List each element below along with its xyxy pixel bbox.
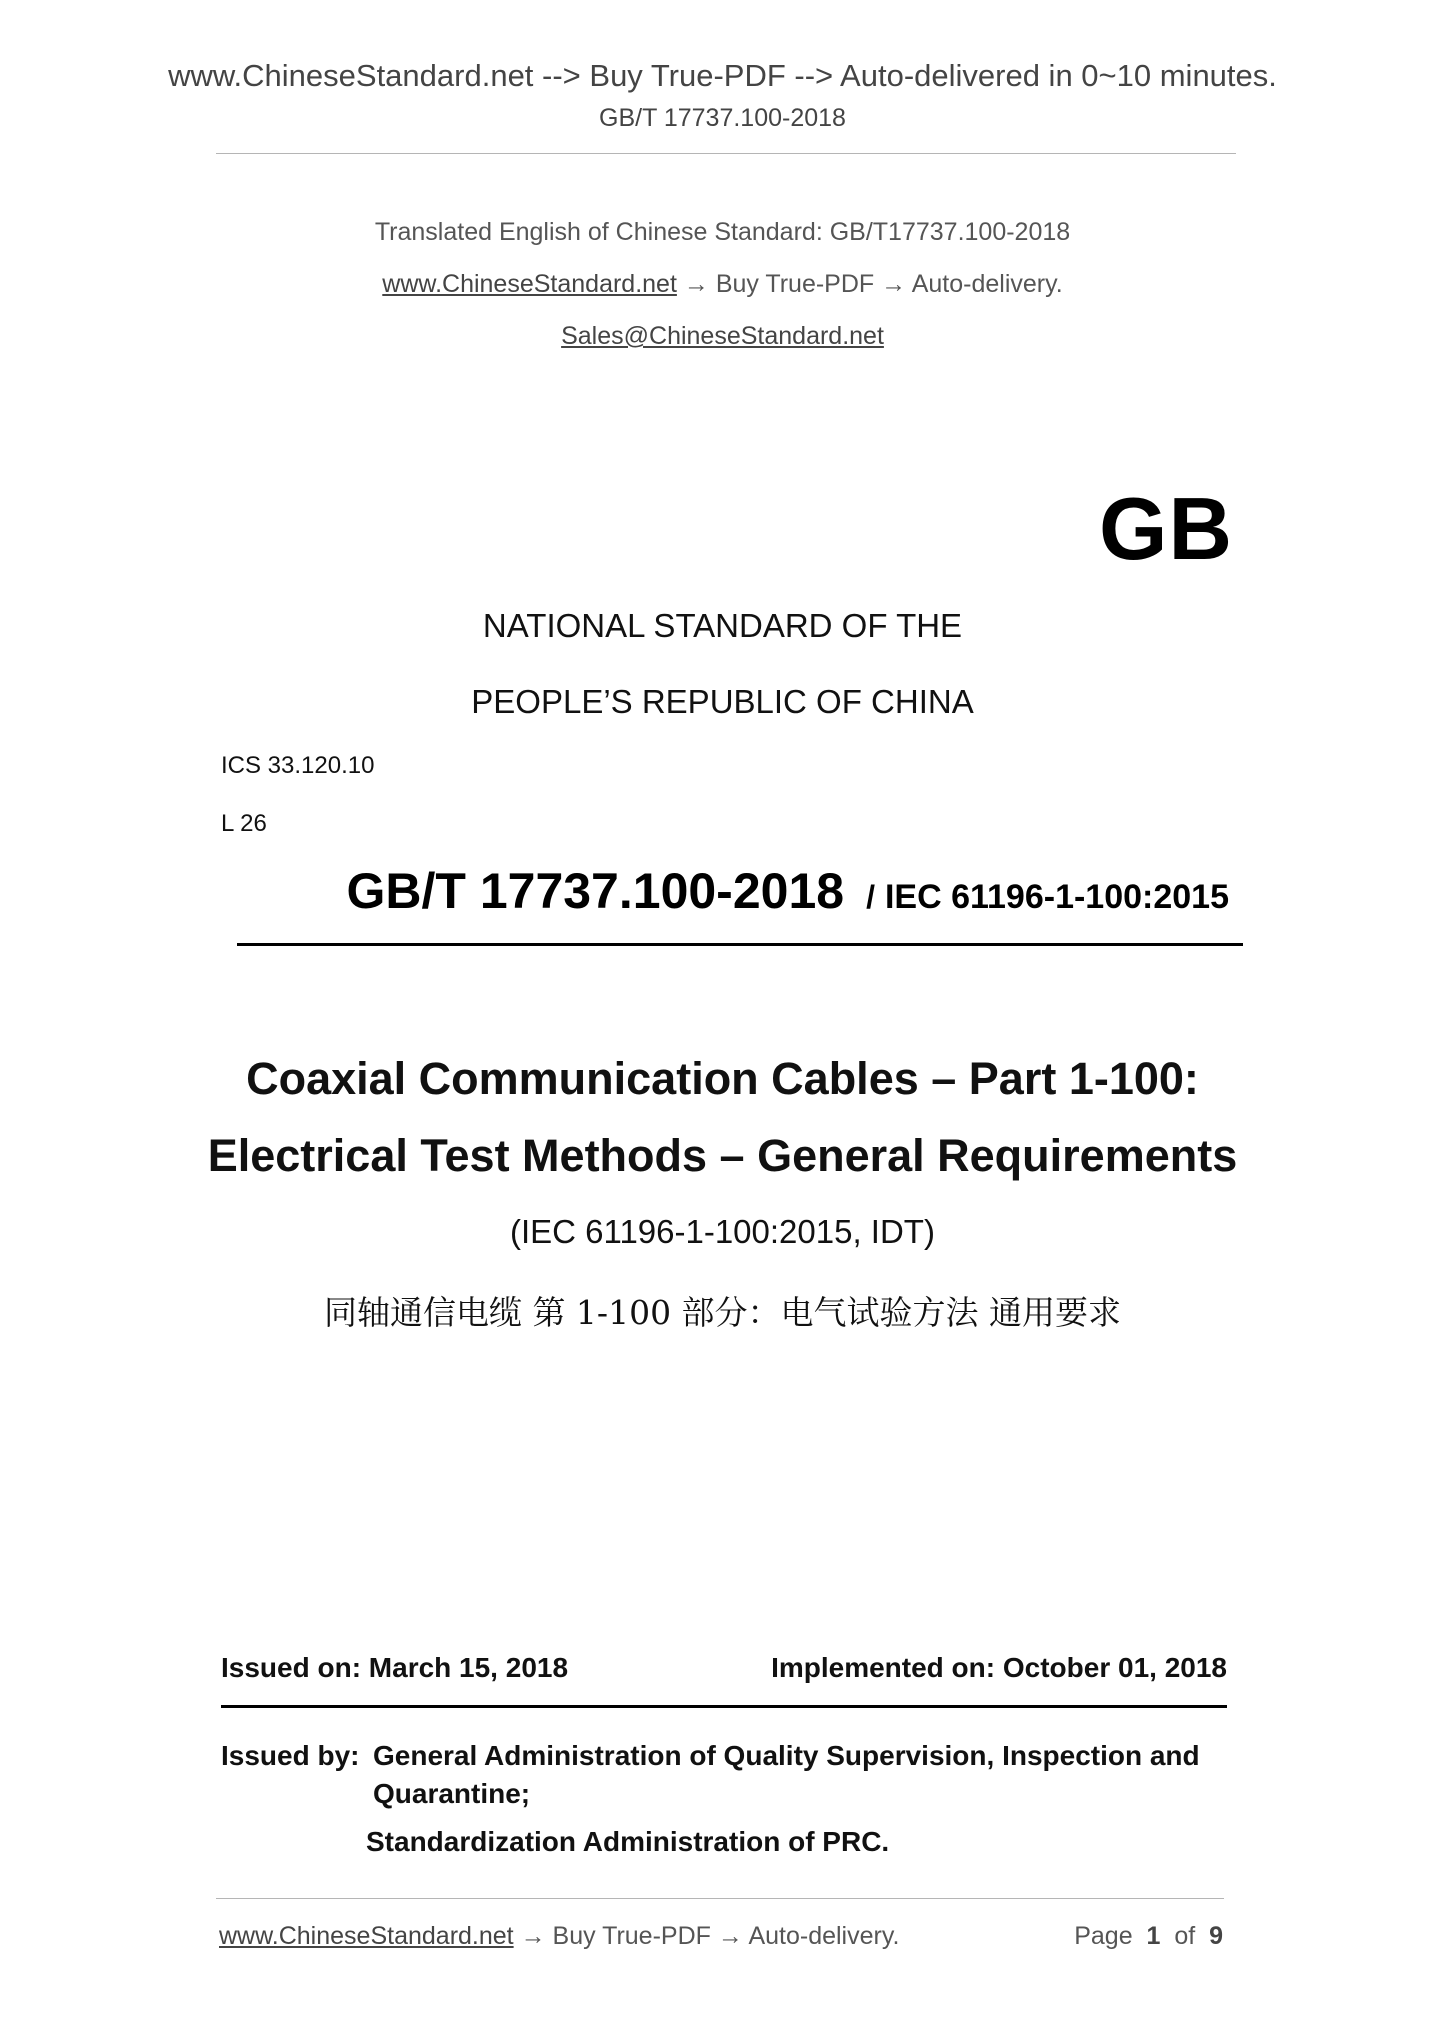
national-standard-line2: PEOPLE’S REPUBLIC OF CHINA bbox=[471, 683, 974, 720]
iec-equivalence: (IEC 61196-1-100:2015, IDT) bbox=[510, 1213, 935, 1250]
standard-number-rule bbox=[237, 943, 1243, 946]
sales-email-row bbox=[0, 322, 1445, 351]
footer-auto-text: Auto-delivery. bbox=[748, 1922, 900, 1950]
page-of: of bbox=[1174, 1922, 1196, 1950]
ics-code: ICS 33.120.10 bbox=[221, 752, 375, 779]
arrow-right-icon: → bbox=[881, 270, 907, 298]
standard-number: GB/T 17737.100-2018 bbox=[346, 863, 845, 919]
arrow-right-icon: → bbox=[717, 1922, 743, 1950]
buy-true-pdf-text: Buy True-PDF bbox=[715, 270, 875, 298]
header-divider bbox=[216, 153, 1236, 154]
footer-buy-text: Buy True-PDF bbox=[552, 1922, 711, 1950]
issued-on-date: Issued on: March 15, 2018 bbox=[221, 1652, 569, 1683]
iec-number: IEC 61196-1-100:2015 bbox=[884, 878, 1229, 916]
sales-email-link[interactable]: Sales@ChineseStandard.net bbox=[561, 322, 884, 350]
header-banner: www.ChineseStandard.net --> Buy True-PDF --> Auto-delivered in 0~10 minutes. bbox=[168, 58, 1277, 93]
document-title-line1: Coaxial Communication Cables – Part 1-100: bbox=[246, 1053, 1199, 1104]
issued-by-label: Issued by: bbox=[221, 1740, 360, 1771]
chinese-title: 同轴通信电缆 第 1-100 部分：电气试验方法 通用要求 bbox=[323, 1293, 1122, 1332]
auto-delivery-text: Auto-delivery. bbox=[911, 270, 1063, 298]
national-standard-line1: NATIONAL STANDARD OF THE bbox=[482, 607, 963, 644]
page-total: 9 bbox=[1209, 1922, 1223, 1950]
translated-links bbox=[0, 270, 1445, 299]
translated-title: Translated English of Chinese Standard: GB/T17737.100-2018 bbox=[374, 218, 1071, 246]
issued-by-line1: General Administration of Quality Supervision, Inspection and bbox=[373, 1740, 1200, 1771]
footer-divider bbox=[216, 1898, 1224, 1899]
site-link[interactable]: www.ChineseStandard.net bbox=[382, 270, 677, 298]
implemented-on-date: Implemented on: October 01, 2018 bbox=[771, 1652, 1227, 1683]
page-label: Page bbox=[1074, 1922, 1133, 1950]
document-title-line2: Electrical Test Methods – General Requirements bbox=[207, 1130, 1238, 1181]
standard-separator: / bbox=[866, 879, 875, 915]
footer-site-link[interactable]: www.ChineseStandard.net bbox=[219, 1922, 514, 1950]
arrow-right-icon: → bbox=[520, 1922, 546, 1950]
standard-number-row bbox=[347, 862, 1230, 920]
header-doc-id: GB/T 17737.100-2018 bbox=[599, 104, 846, 132]
page-indicator bbox=[1074, 1922, 1223, 1951]
arrow-right-icon: → bbox=[683, 270, 709, 298]
gb-mark: GB bbox=[1099, 479, 1233, 578]
issued-by-line3: Standardization Administration of PRC. bbox=[366, 1826, 890, 1857]
l-code: L 26 bbox=[221, 810, 267, 837]
issued-by-line2: Quarantine; bbox=[373, 1778, 531, 1809]
page-current: 1 bbox=[1146, 1922, 1161, 1950]
dates-rule bbox=[221, 1705, 1227, 1708]
footer-links bbox=[219, 1922, 899, 1951]
